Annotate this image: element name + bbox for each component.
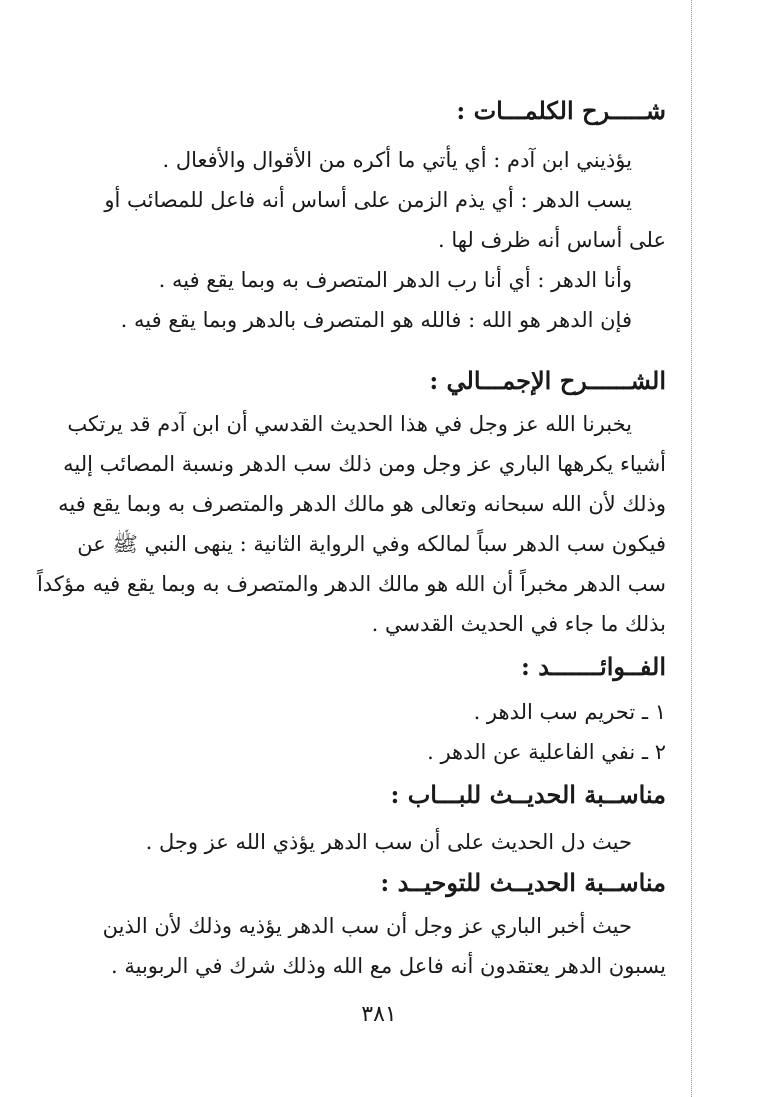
text-line: وذلك لأن الله سبحانه وتعالى هو مالك الدهر والمتصرف به وبما يقع فيه [58,492,666,516]
text-line: سب الدهر مخبراً أن الله هو مالك الدهر والمتصرف به وبما يقع فيه مؤكداً [36,572,666,596]
text-line: فيكون سب الدهر سباً لمالكه وفي الرواية الثانية : ينهى النبي ﷺ عن [77,532,666,556]
list-item: ١ ـ تحريم سب الدهر . [473,700,666,724]
word-explanations-body [106,140,666,340]
text-line: وأنا الدهر : أي أنا رب الدهر المتصرف به وبما يقع فيه . [158,268,632,292]
section-relevance-chapter [106,778,666,812]
section-relevance-tawhid [106,866,666,900]
text-line: يسب الدهر : أي يذم الزمن على أساس أنه فاعل للمصائب أو [104,188,632,212]
text-line: يخبرنا الله عز وجل في هذا الحديث القدسي أن ابن آدم قد يرتكب [67,412,632,436]
section-general-explanation [106,364,666,398]
heading-benefits: الفــوائـــــــد : [521,652,666,681]
page-edge-line [691,0,692,1097]
page-number: ٣٨١ [361,1002,397,1027]
list-item: ٢ ـ نفي الفاعلية عن الدهر . [427,740,666,764]
heading-word-explanations: شـــــرح الكلمـــات : [456,96,666,125]
text-line: حيث أخبر الباري عز وجل أن سب الدهر يؤذيه وذلك لأن الذين [102,914,632,938]
section-word-explanations [106,94,666,128]
general-explanation-body [36,404,666,644]
heading-general-explanation: الشــــــرح الإجمـــالي : [429,366,666,395]
heading-relevance-tawhid: مناســبة الحديــث للتوحيــد : [380,868,666,897]
heading-relevance-chapter: مناســبة الحديــث للبـــاب : [390,780,666,809]
text-line: على أساس أنه ظرف لها . [438,228,666,252]
text-line: بذلك ما جاء في الحديث القدسي . [371,612,666,636]
text-line: يؤذيني ابن آدم : أي يأتي ما أكره من الأقوال والأفعال . [162,148,632,172]
relevance-tawhid-body [102,906,666,986]
text-line: يسبون الدهر يعتقدون أنه فاعل مع الله وذلك شرك في الربوبية . [111,954,666,978]
relevance-chapter-body [106,822,666,862]
text-line: فإن الدهر هو الله : فالله هو المتصرف بالدهر وبما يقع فيه . [120,308,632,332]
benefits-list [106,692,666,772]
section-benefits [106,650,666,684]
text-line: أشياء يكرهها الباري عز وجل ومن ذلك سب الدهر ونسبة المصائب إليه [63,452,666,476]
text-line: حيث دل الحديث على أن سب الدهر يؤذي الله عز وجل . [145,830,632,854]
